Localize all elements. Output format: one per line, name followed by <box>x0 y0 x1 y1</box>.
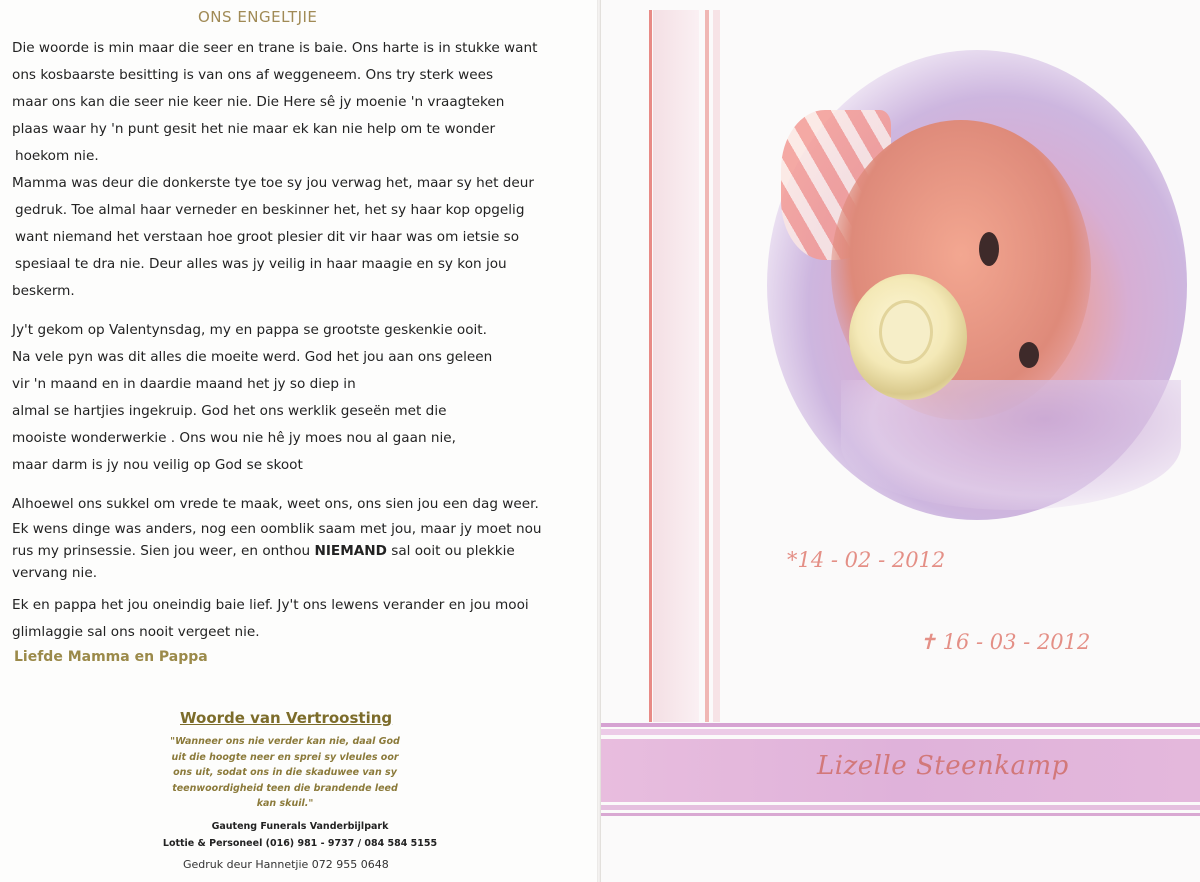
cross-icon: ✝ <box>919 630 937 654</box>
poem-line: gedruk. Toe almal haar verneder en beskinner het, het sy haar kop opgelig <box>15 202 525 218</box>
poem-line: mooiste wonderwerkie . Ons wou nie hê jy moes nou al gaan nie, <box>12 430 456 446</box>
poem-line: Ek en pappa het jou oneindig baie lief. Jy't ons lewens verander en jou mooi <box>12 597 529 613</box>
death-date-row <box>919 630 1090 654</box>
comfort-title: Woorde van Vertroosting <box>180 709 393 727</box>
funeral-name: Gauteng Funerals Vanderbijlpark <box>211 821 389 832</box>
comfort-line: uit die hoogte neer en sprei sy vleules oor <box>171 751 399 763</box>
poem-line: want niemand het verstaan hoe groot plesier dit vir haar was om ietsie so <box>15 229 520 245</box>
poem-line: Na vele pyn was dit alles die moeite werd. God het jou aan ons geleen <box>12 349 493 365</box>
comfort-line: ons uit, sodat ons in die skaduwee van sy <box>173 767 397 778</box>
poem-line: beskerm. <box>12 283 75 299</box>
poem-line-part: rus my prinsessie. Sien jou weer, en onthou <box>12 543 311 559</box>
comfort-line: teenwoordigheid teen die brandende leed <box>172 782 398 794</box>
poem-signature: Liefde Mamma en Pappa <box>14 649 208 665</box>
decorative-stripe <box>649 10 652 722</box>
poem-line: almal se hartjies ingekruip. God het ons werklik geseën met die <box>12 403 447 419</box>
baby-blanket <box>841 380 1181 510</box>
comfort-verse <box>150 734 420 812</box>
name-band-line <box>601 813 1200 816</box>
name-band-line <box>601 723 1200 727</box>
decorative-stripe <box>713 10 720 722</box>
funeral-info <box>150 818 450 852</box>
poem-line: plaas waar hy 'n punt gesit het nie maar ek kan nie help om te wonder <box>12 121 496 137</box>
poem-line: glimlaggie sal ons nooit vergeet nie. <box>12 624 260 640</box>
poem-line: Ek wens dinge was anders, nog een oomblik saam met jou, maar jy moet nou <box>12 521 542 537</box>
poem-line: hoekom nie. <box>15 148 99 164</box>
printed-by: Gedruk deur Hannetjie 072 955 0648 <box>183 858 389 871</box>
poem-line-part: sal ooit ou plekkie <box>391 543 515 559</box>
poem-line: vervang nie. <box>12 565 98 581</box>
poem-emphasis: NIEMAND <box>314 543 387 559</box>
poem-title: ONS ENGELTJIE <box>198 8 318 26</box>
decorative-stripe <box>705 10 709 722</box>
poem-line: maar ons kan die seer nie keer nie. Die Here sê jy moenie 'n vraagteken <box>12 94 505 110</box>
poem-line: Die woorde is min maar die seer en trane is baie. Ons harte is in stukke want <box>12 40 538 56</box>
name-band-line <box>601 729 1200 735</box>
poem-page <box>0 0 598 882</box>
poem-line: Mamma was deur die donkerste tye toe sy jou verwag het, maar sy het deur <box>12 175 534 191</box>
decorative-stripe <box>653 10 699 722</box>
poem-line: spesiaal te dra nie. Deur alles was jy veilig in haar maagie en sy kon jou <box>15 256 507 272</box>
funeral-contact: Lottie & Personeel (016) 981 - 9737 / 084 584 5155 <box>162 838 438 849</box>
baby-eye <box>1019 342 1039 368</box>
poem-line: Alhoewel ons sukkel om vrede te maak, weet ons, ons sien jou een dag weer. <box>12 496 539 512</box>
baby-eye <box>979 232 999 266</box>
poem-line: ons kosbaarste besitting is van ons af weggeneem. Ons try sterk wees <box>12 67 494 83</box>
poem-line <box>12 540 572 562</box>
name-band-line <box>601 805 1200 810</box>
pacifier-ring <box>879 300 933 364</box>
poem-body <box>12 35 572 646</box>
death-date: 16 - 03 - 2012 <box>942 630 1091 654</box>
deceased-name: Lizelle Steenkamp <box>817 751 1069 781</box>
poem-line: Jy't gekom op Valentynsdag, my en pappa se grootste geskenkie ooit. <box>12 322 487 338</box>
comfort-line: "Wanneer ons nie verder kan nie, daal God <box>170 736 400 747</box>
cover-page <box>601 0 1200 882</box>
birth-date: *14 - 02 - 2012 <box>787 548 946 572</box>
poem-line: maar darm is jy nou veilig op God se skoot <box>12 457 303 473</box>
poem-line: vir 'n maand en in daardie maand het jy so diep in <box>12 376 356 392</box>
comfort-line: kan skuil." <box>256 798 314 809</box>
